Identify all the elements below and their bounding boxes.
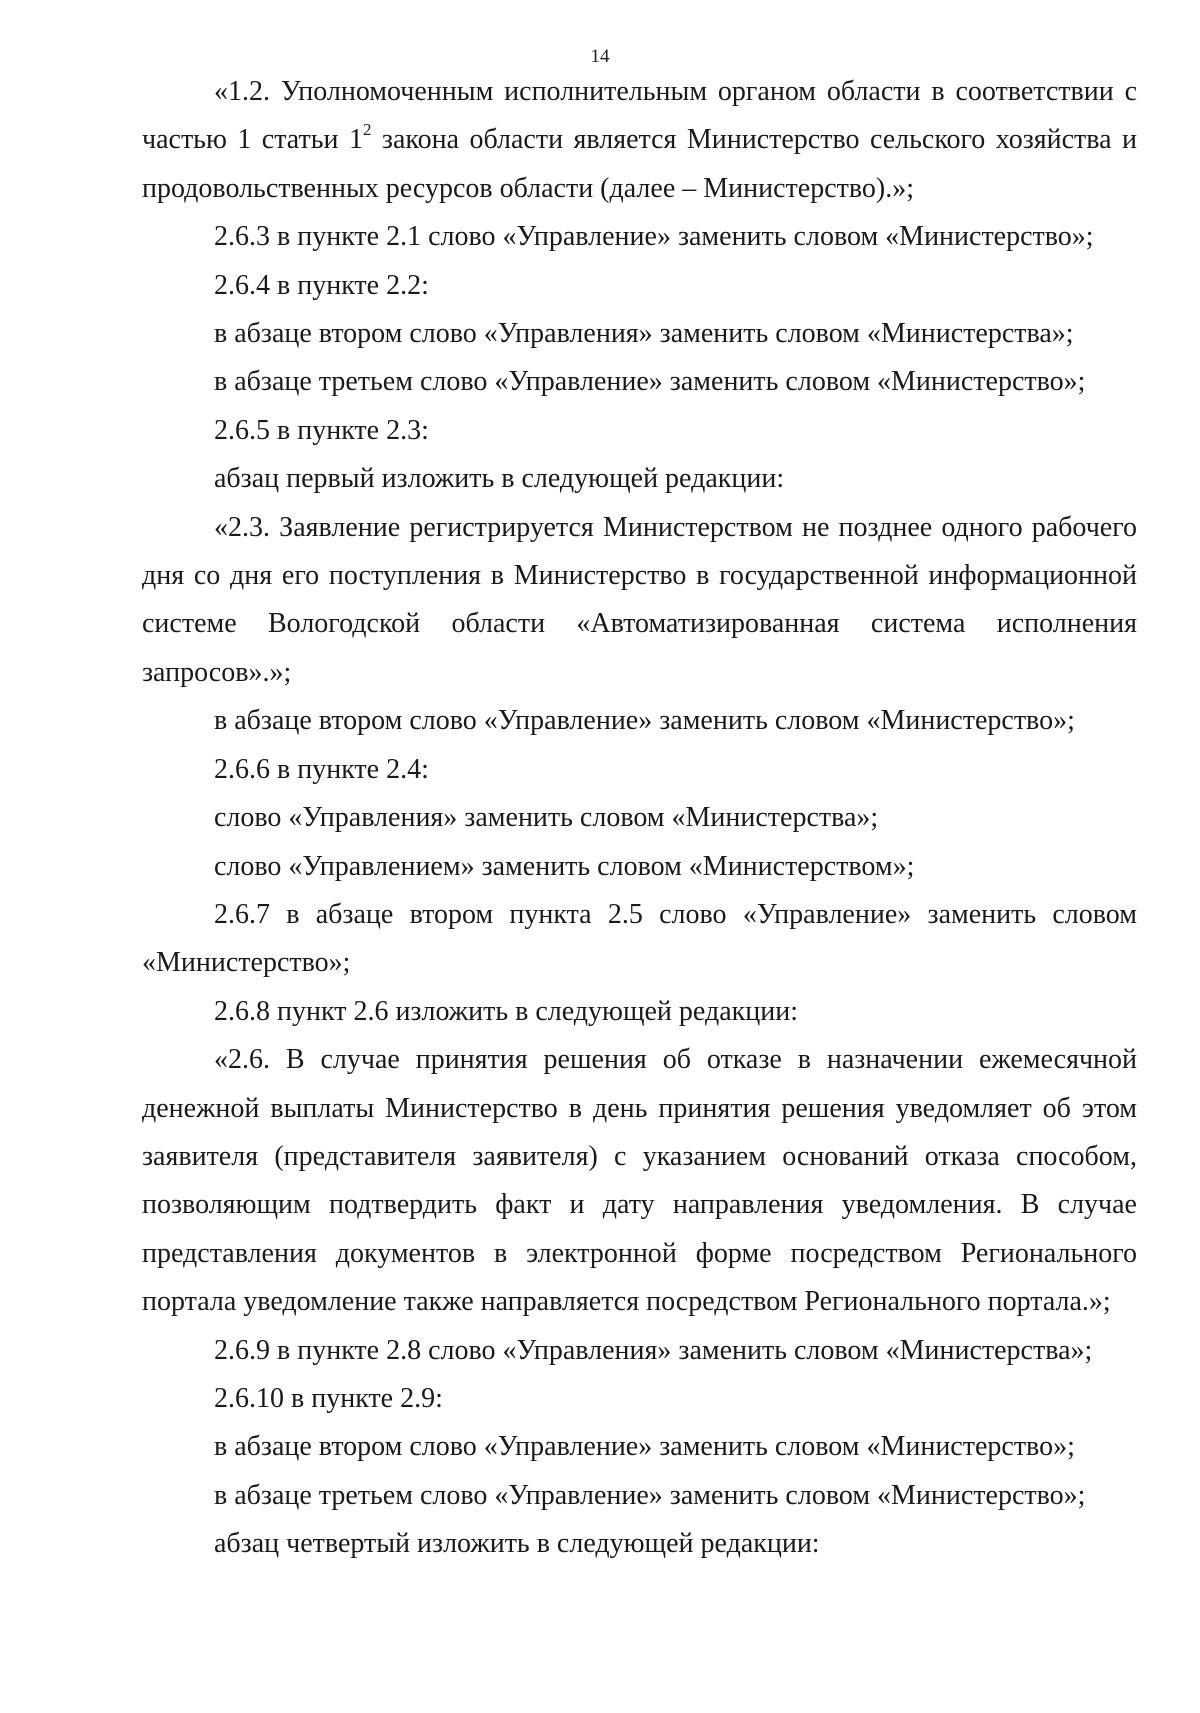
paragraph-text: закона области является Министерство сельского хозяйства и продовольственных ресурсов области (далее – Министерство).»; (142, 124, 1137, 204)
paragraph-amendment: абзац первый изложить в следующей редакции: (214, 463, 785, 495)
paragraph-amendment: абзац четвертый изложить в следующей редакции: (214, 1528, 820, 1560)
paragraph-amendment: в абзаце третьем слово «Управление» заменить словом «Министерство»; (214, 1479, 1086, 1511)
paragraph-2-6-3: 2.6.3 в пункте 2.1 слово «Управление» заменить словом «Министерство»; (214, 221, 1094, 253)
paragraph-2-6-7: 2.6.7 в абзаце втором пункта 2.5 слово «Управление» заменить словом «Министерство»; (142, 898, 1137, 979)
page-number: 14 (590, 46, 610, 67)
paragraph-2-6-6: 2.6.6 в пункте 2.4: (214, 753, 429, 785)
paragraph-amendment: слово «Управления» заменить словом «Министерства»; (214, 802, 879, 834)
superscript: 2 (362, 120, 372, 140)
paragraph-2-6-4: 2.6.4 в пункте 2.2: (214, 269, 429, 301)
paragraph-2-6-10: 2.6.10 в пункте 2.9: (214, 1382, 443, 1414)
paragraph-amendment: в абзаце втором слово «Управления» заменить словом «Министерства»; (214, 318, 1074, 350)
paragraph-text: «1.2. Уполномоченным исполнительным органом области в соответствии с частью 1 статьи 1 (142, 76, 1137, 156)
paragraph-clause-2-3: «2.3. Заявление регистрируется Министерством не позднее одного рабочего дня со дня его поступления в Министерство в государственной информационной системе Вологодской области «Автоматизированная система исполнения запросов».»; (142, 511, 1137, 688)
paragraph-2-6-8: 2.6.8 пункт 2.6 изложить в следующей редакции: (214, 995, 798, 1027)
paragraph-amendment: слово «Управлением» заменить словом «Министерством»; (214, 850, 915, 882)
paragraph-amendment: в абзаце третьем слово «Управление» заменить словом «Министерство»; (214, 366, 1086, 398)
paragraph-2-6-5: 2.6.5 в пункте 2.3: (214, 414, 429, 446)
paragraph-clause-2-6: «2.6. В случае принятия решения об отказе в назначении ежемесячной денежной выплаты Министерство в день принятия решения уведомляет об этом заявителя (представителя заявителя) с указанием оснований отказа способом, позволяющим подтвердить факт и дату направления уведомления. В случае представления документов в электронной форме посредством Регионального портала уведомление также направляется посредством Регионального портала.»; (142, 1044, 1137, 1318)
paragraph-amendment: в абзаце втором слово «Управление» заменить словом «Министерство»; (214, 1431, 1075, 1463)
document-body (142, 68, 1137, 1569)
paragraph-clause-1-2 (142, 68, 1137, 213)
paragraph-2-6-9: 2.6.9 в пункте 2.8 слово «Управления» заменить словом «Министерства»; (214, 1334, 1093, 1366)
paragraph-amendment: в абзаце втором слово «Управление» заменить словом «Министерство»; (214, 705, 1075, 737)
